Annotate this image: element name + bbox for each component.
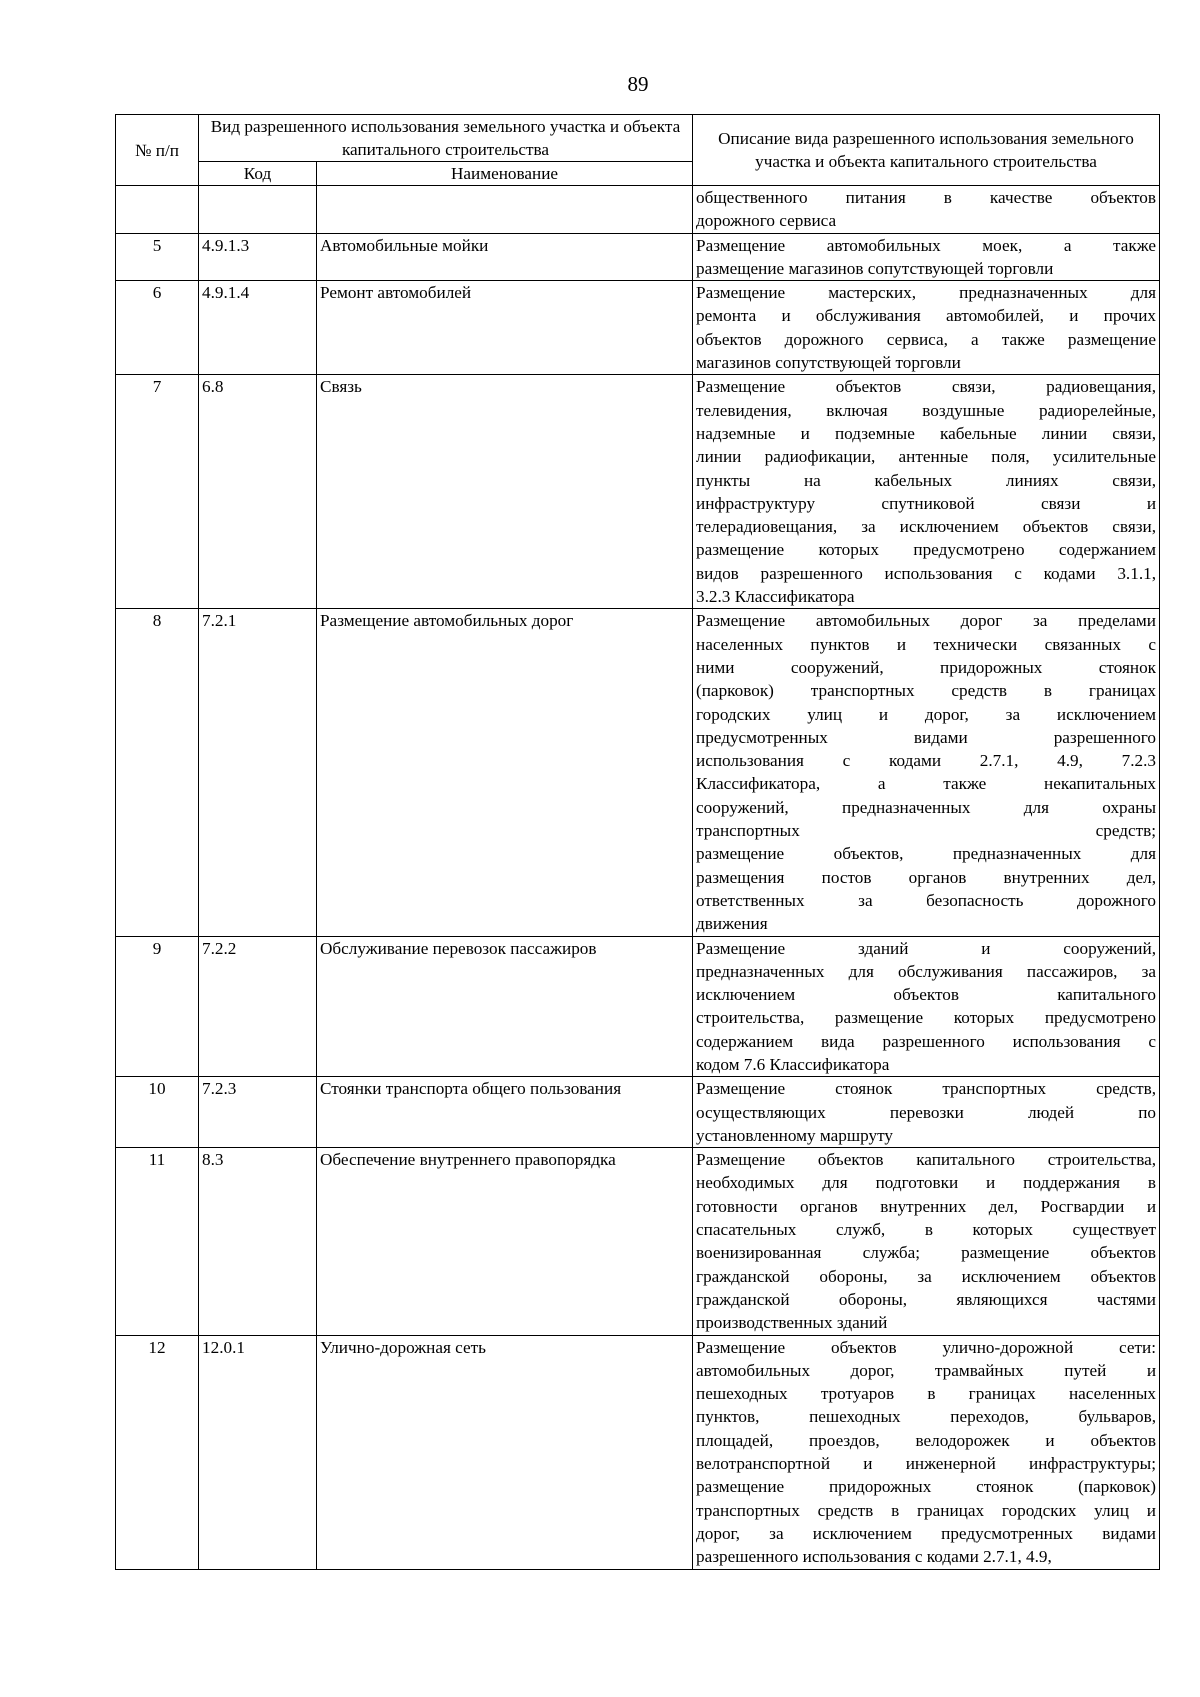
row-code-cell: 8.3 bbox=[199, 1148, 317, 1335]
row-description-cell bbox=[693, 186, 1160, 234]
row-description-cell bbox=[693, 1335, 1160, 1569]
row-number-cell: 7 bbox=[116, 375, 199, 609]
description-line: размещение придорожных стоянок (парковок) bbox=[696, 1477, 1157, 1497]
description-line: Размещение мастерских, предназначенных для bbox=[696, 283, 1157, 303]
row-code-cell: 6.8 bbox=[199, 375, 317, 609]
description-line: инфраструктуру спутниковой связи и bbox=[696, 493, 1157, 513]
description-line: ремонта и обслуживания автомобилей, и прочих bbox=[696, 306, 1157, 326]
description-line: пунктов, пешеходных переходов, бульваров, bbox=[696, 1407, 1157, 1427]
land-use-table bbox=[115, 114, 1160, 1570]
row-code-cell bbox=[199, 186, 317, 234]
description-line: телевидения, включая воздушные радиорелейные, bbox=[696, 400, 1157, 420]
row-code-cell: 4.9.1.3 bbox=[199, 233, 317, 281]
description-line: Размещение объектов связи, радиовещания, bbox=[696, 377, 1157, 397]
row-description-cell bbox=[693, 233, 1160, 281]
description-line: военизированная служба; размещение объектов bbox=[696, 1243, 1157, 1263]
row-description-cell bbox=[693, 1148, 1160, 1335]
description-line: магазинов сопутствующей торговли bbox=[696, 353, 961, 373]
description-line: гражданской обороны, за исключением объектов bbox=[696, 1266, 1157, 1286]
description-line: Размещение автомобильных дорог за пределами bbox=[696, 611, 1157, 631]
row-name-cell: Обеспечение внутреннего правопорядка bbox=[317, 1148, 693, 1335]
row-name-cell: Автомобильные мойки bbox=[317, 233, 693, 281]
description-line: видов разрешенного использования с кодами 3.1.1, bbox=[696, 563, 1157, 583]
row-number-cell: 8 bbox=[116, 609, 199, 936]
header-description: Описание вида разрешенного использования земельного участка и объекта капитального строительства bbox=[693, 115, 1160, 186]
description-line: необходимых для подготовки и поддержания в bbox=[696, 1173, 1157, 1193]
row-description-cell bbox=[693, 936, 1160, 1077]
row-name-cell: Улично-дорожная сеть bbox=[317, 1335, 693, 1569]
row-code-cell: 7.2.3 bbox=[199, 1077, 317, 1148]
table-body bbox=[116, 186, 1160, 1570]
table-row bbox=[116, 936, 1160, 1077]
row-description-cell bbox=[693, 609, 1160, 936]
table-row bbox=[116, 1335, 1160, 1569]
table-header bbox=[116, 115, 1160, 186]
description-line: телерадиовещания, за исключением объектов связи, bbox=[696, 517, 1157, 537]
description-line: транспортных средств; bbox=[696, 821, 1157, 841]
table-row bbox=[116, 186, 1160, 234]
description-line: использования с кодами 2.7.1, 4.9, 7.2.3 bbox=[696, 751, 1157, 771]
description-line: ними сооружений, придорожных стоянок bbox=[696, 657, 1157, 677]
description-line: населенных пунктов и технически связанных с bbox=[696, 634, 1157, 654]
row-code-cell: 4.9.1.4 bbox=[199, 281, 317, 375]
description-line: содержанием вида разрешенного использования с bbox=[696, 1031, 1157, 1051]
description-line: городских улиц и дорог, за исключением bbox=[696, 704, 1157, 724]
description-line: гражданской обороны, являющихся частями bbox=[696, 1289, 1157, 1309]
description-line: дорожного сервиса bbox=[696, 211, 837, 231]
row-name-cell bbox=[317, 186, 693, 234]
row-number-cell: 10 bbox=[116, 1077, 199, 1148]
description-line: транспортных средств в границах городских улиц и bbox=[696, 1500, 1157, 1520]
row-description-cell bbox=[693, 281, 1160, 375]
description-line: кодом 7.6 Классификатора bbox=[696, 1054, 890, 1074]
row-name-cell: Ремонт автомобилей bbox=[317, 281, 693, 375]
description-line: предназначенных для обслуживания пассажиров, за bbox=[696, 961, 1157, 981]
description-line: размещения постов органов внутренних дел, bbox=[696, 867, 1157, 887]
description-line: Размещение объектов улично-дорожной сети: bbox=[696, 1337, 1157, 1357]
row-number-cell: 11 bbox=[116, 1148, 199, 1335]
table-row bbox=[116, 609, 1160, 936]
row-name-cell: Обслуживание перевозок пассажиров bbox=[317, 936, 693, 1077]
header-number: № п/п bbox=[116, 115, 199, 186]
row-description-cell bbox=[693, 1077, 1160, 1148]
row-code-cell: 7.2.1 bbox=[199, 609, 317, 936]
row-code-cell: 12.0.1 bbox=[199, 1335, 317, 1569]
description-line: разрешенного использования с кодами 2.7.1, 4.9, bbox=[696, 1547, 1052, 1567]
table-row bbox=[116, 233, 1160, 281]
table-row bbox=[116, 281, 1160, 375]
description-line: движения bbox=[696, 914, 768, 934]
row-name-cell: Стоянки транспорта общего пользования bbox=[317, 1077, 693, 1148]
table-row bbox=[116, 1077, 1160, 1148]
row-number-cell: 6 bbox=[116, 281, 199, 375]
description-line: размещение магазинов сопутствующей торговли bbox=[696, 258, 1054, 278]
page-number: 89 bbox=[627, 72, 649, 96]
description-line: готовности органов внутренних дел, Росгвардии и bbox=[696, 1196, 1157, 1216]
description-line: размещение которых предусмотрено содержанием bbox=[696, 540, 1157, 560]
description-line: осуществляющих перевозки людей по bbox=[696, 1102, 1157, 1122]
header-name: Наименование bbox=[317, 162, 693, 186]
description-line: 3.2.3 Классификатора bbox=[696, 587, 855, 607]
table-row bbox=[116, 1148, 1160, 1335]
row-description-cell bbox=[693, 375, 1160, 609]
header-land-use-type: Вид разрешенного использования земельного участка и объекта капитального строительства bbox=[199, 115, 693, 162]
description-line: ответственных за безопасность дорожного bbox=[696, 890, 1157, 910]
description-line: размещение объектов, предназначенных для bbox=[696, 844, 1157, 864]
description-line: Размещение зданий и сооружений, bbox=[696, 938, 1157, 958]
row-number-cell: 9 bbox=[116, 936, 199, 1077]
description-line: Классификатора, а также некапитальных bbox=[696, 774, 1157, 794]
header-code: Код bbox=[199, 162, 317, 186]
description-line: пункты на кабельных линиях связи, bbox=[696, 470, 1157, 490]
description-line: автомобильных дорог, трамвайных путей и bbox=[696, 1360, 1157, 1380]
description-line: строительства, размещение которых предусмотрено bbox=[696, 1008, 1157, 1028]
description-line: установленному маршруту bbox=[696, 1125, 893, 1145]
description-line: велотранспортной и инженерной инфраструктуры; bbox=[696, 1454, 1157, 1474]
row-name-cell: Связь bbox=[317, 375, 693, 609]
table-row bbox=[116, 375, 1160, 609]
row-name-cell: Размещение автомобильных дорог bbox=[317, 609, 693, 936]
description-line: дорог, за исключением предусмотренных видами bbox=[696, 1523, 1157, 1543]
row-number-cell: 5 bbox=[116, 233, 199, 281]
description-line: площадей, проездов, велодорожек и объектов bbox=[696, 1430, 1157, 1450]
description-line: Размещение объектов капитального строительства, bbox=[696, 1150, 1157, 1170]
row-number-cell: 12 bbox=[116, 1335, 199, 1569]
description-line: пешеходных тротуаров в границах населенных bbox=[696, 1384, 1157, 1404]
description-line: исключением объектов капитального bbox=[696, 985, 1157, 1005]
row-number-cell bbox=[116, 186, 199, 234]
row-code-cell: 7.2.2 bbox=[199, 936, 317, 1077]
description-line: надземные и подземные кабельные линии связи, bbox=[696, 423, 1157, 443]
description-line: предусмотренных видами разрешенного bbox=[696, 727, 1157, 747]
description-line: Размещение автомобильных моек, а также bbox=[696, 235, 1157, 255]
description-line: общественного питания в качестве объектов bbox=[696, 188, 1157, 207]
description-line: объектов дорожного сервиса, а также размещение bbox=[696, 329, 1157, 349]
description-line: сооружений, предназначенных для охраны bbox=[696, 797, 1157, 817]
description-line: производственных зданий bbox=[696, 1313, 888, 1333]
description-line: спасательных служб, в которых существует bbox=[696, 1220, 1157, 1240]
description-line: (парковок) транспортных средств в границах bbox=[696, 681, 1157, 701]
description-line: Размещение стоянок транспортных средств, bbox=[696, 1079, 1157, 1099]
description-line: линии радиофикации, антенные поля, усилительные bbox=[696, 447, 1157, 467]
